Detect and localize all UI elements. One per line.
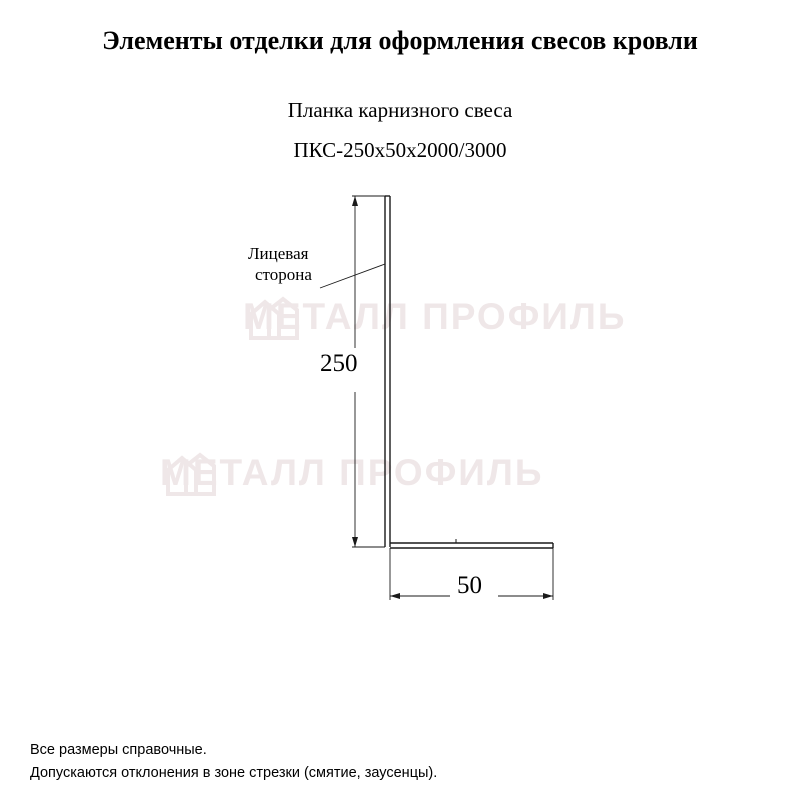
face-side-label-line1: Лицевая: [248, 244, 309, 263]
dimension-height-label: 250: [320, 350, 358, 377]
watermark-logo-icon: [249, 294, 311, 340]
dimension-width-label: 50: [457, 572, 482, 599]
watermark-text: МЕТАЛЛ ПРОФИЛЬ: [243, 296, 627, 337]
watermark-logo-icon: [166, 450, 228, 496]
watermark-text: МЕТАЛЛ ПРОФИЛЬ: [160, 452, 544, 493]
product-code: ПКС-250х50х2000/3000: [293, 138, 507, 162]
product-name: Планка карнизного свеса: [287, 98, 513, 122]
page-title: Элементы отделки для оформления свесов кровли: [102, 26, 698, 55]
footnote-line-1: Все размеры справочные.: [30, 742, 207, 758]
footnote-line-2: Допускаются отклонения в зоне стрезки (смятие, заусенцы).: [30, 765, 438, 781]
face-side-label-line2: сторона: [255, 265, 312, 284]
